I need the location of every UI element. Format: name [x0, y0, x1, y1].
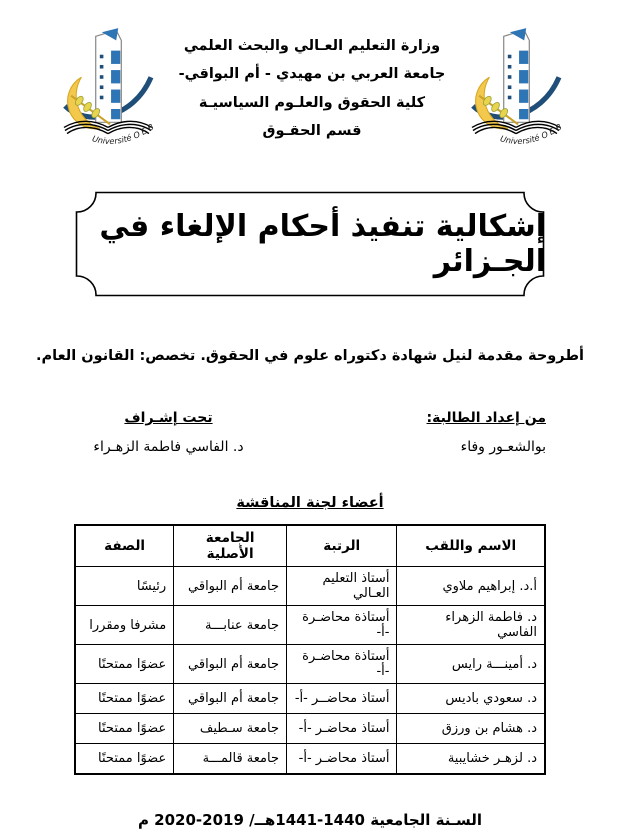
table-row: [75, 606, 545, 645]
department-line: قسم الحقـوق: [262, 122, 362, 139]
member-name: د. سعودي باديس: [397, 684, 545, 714]
column-header-university: الجامعة الأصلية: [174, 525, 287, 567]
member-university: جامعة أم البواقي: [174, 645, 287, 684]
supervisor-label: تحت إشـراف: [124, 410, 213, 426]
member-role: مشرفا ومقررا: [75, 606, 174, 645]
member-role: رئيسًا: [75, 567, 174, 606]
column-header-role: الصفة: [75, 525, 174, 567]
member-university: جامعة قالمـــة: [174, 744, 287, 775]
credits-section: [86, 410, 546, 455]
member-name: أ.د. إبراهيم ملاوي: [397, 567, 545, 606]
university-logo-right: [464, 24, 568, 152]
institution-header: [160, 24, 464, 145]
member-role: عضوًا ممتحنًا: [75, 645, 174, 684]
page-header: [0, 0, 620, 152]
member-name: د. هشام بن ورزق: [397, 714, 545, 744]
academic-year: السـنة الجامعية 1440-1441هــ/ 2019-2020 م: [137, 811, 483, 829]
thesis-title-box: [74, 190, 546, 298]
column-header-rank: الرتبة: [287, 525, 397, 567]
thesis-title: إشكالية تنفيذ أحكام الإلغاء في الجـزائر: [99, 209, 546, 279]
university-line: جامعة العربي بن مهيدي - أم البواقي-: [178, 66, 446, 83]
supervisor-block: [86, 410, 251, 455]
member-rank: أستاذ التعليم العـالي: [287, 567, 397, 606]
member-university: جامعة عنابـــة: [174, 606, 287, 645]
table-header-row: [75, 525, 545, 567]
member-role: عضوًا ممتحنًا: [75, 684, 174, 714]
student-label: من إعداد الطالبة:: [426, 410, 546, 426]
member-name: د. أمينـــة رايس: [397, 645, 545, 684]
student-block: [427, 410, 546, 455]
member-rank: أستاذة محاضـرة -أ-: [287, 645, 397, 684]
member-rank: أستاذة محاضـرة -أ-: [287, 606, 397, 645]
university-logo-left: [56, 24, 160, 152]
thesis-subtitle: أطروحة مقدمة لنيل شهادة دكتوراه علوم في الحقوق. تخصص: القانون العام.: [36, 348, 584, 364]
member-university: جامعة سـطيف: [174, 714, 287, 744]
member-rank: أستاذ محاضــر -أ-: [287, 684, 397, 714]
member-university: جامعة أم البواقي: [174, 684, 287, 714]
table-row: [75, 744, 545, 775]
member-role: عضوًا ممتحنًا: [75, 744, 174, 775]
member-role: عضوًا ممتحنًا: [75, 714, 174, 744]
supervisor-name: د. الفاسي فاطمة الزهـراء: [93, 439, 244, 455]
member-rank: أستاذ محاضـر -أ-: [287, 714, 397, 744]
student-name: بوالشعـور وفاء: [460, 439, 546, 455]
table-row: [75, 567, 545, 606]
member-rank: أستاذ محاضـر -أ-: [287, 744, 397, 775]
table-row: [75, 684, 545, 714]
table-row: [75, 645, 545, 684]
member-university: جامعة أم البواقي: [174, 567, 287, 606]
column-header-name: الاسم واللقب: [397, 525, 545, 567]
committee-table: [74, 524, 546, 775]
table-row: [75, 714, 545, 744]
committee-heading: أعضاء لجنة المناقشة: [236, 495, 384, 511]
faculty-line: كلية الحقوق والعلـوم السياسيـة: [198, 94, 426, 111]
member-name: د. لزهـر خشايبية: [397, 744, 545, 775]
ministry-line: وزارة التعليم العـالي والبحث العلمي: [183, 38, 441, 54]
member-name: د. فاطمة الزهراء الفاسي: [397, 606, 545, 645]
